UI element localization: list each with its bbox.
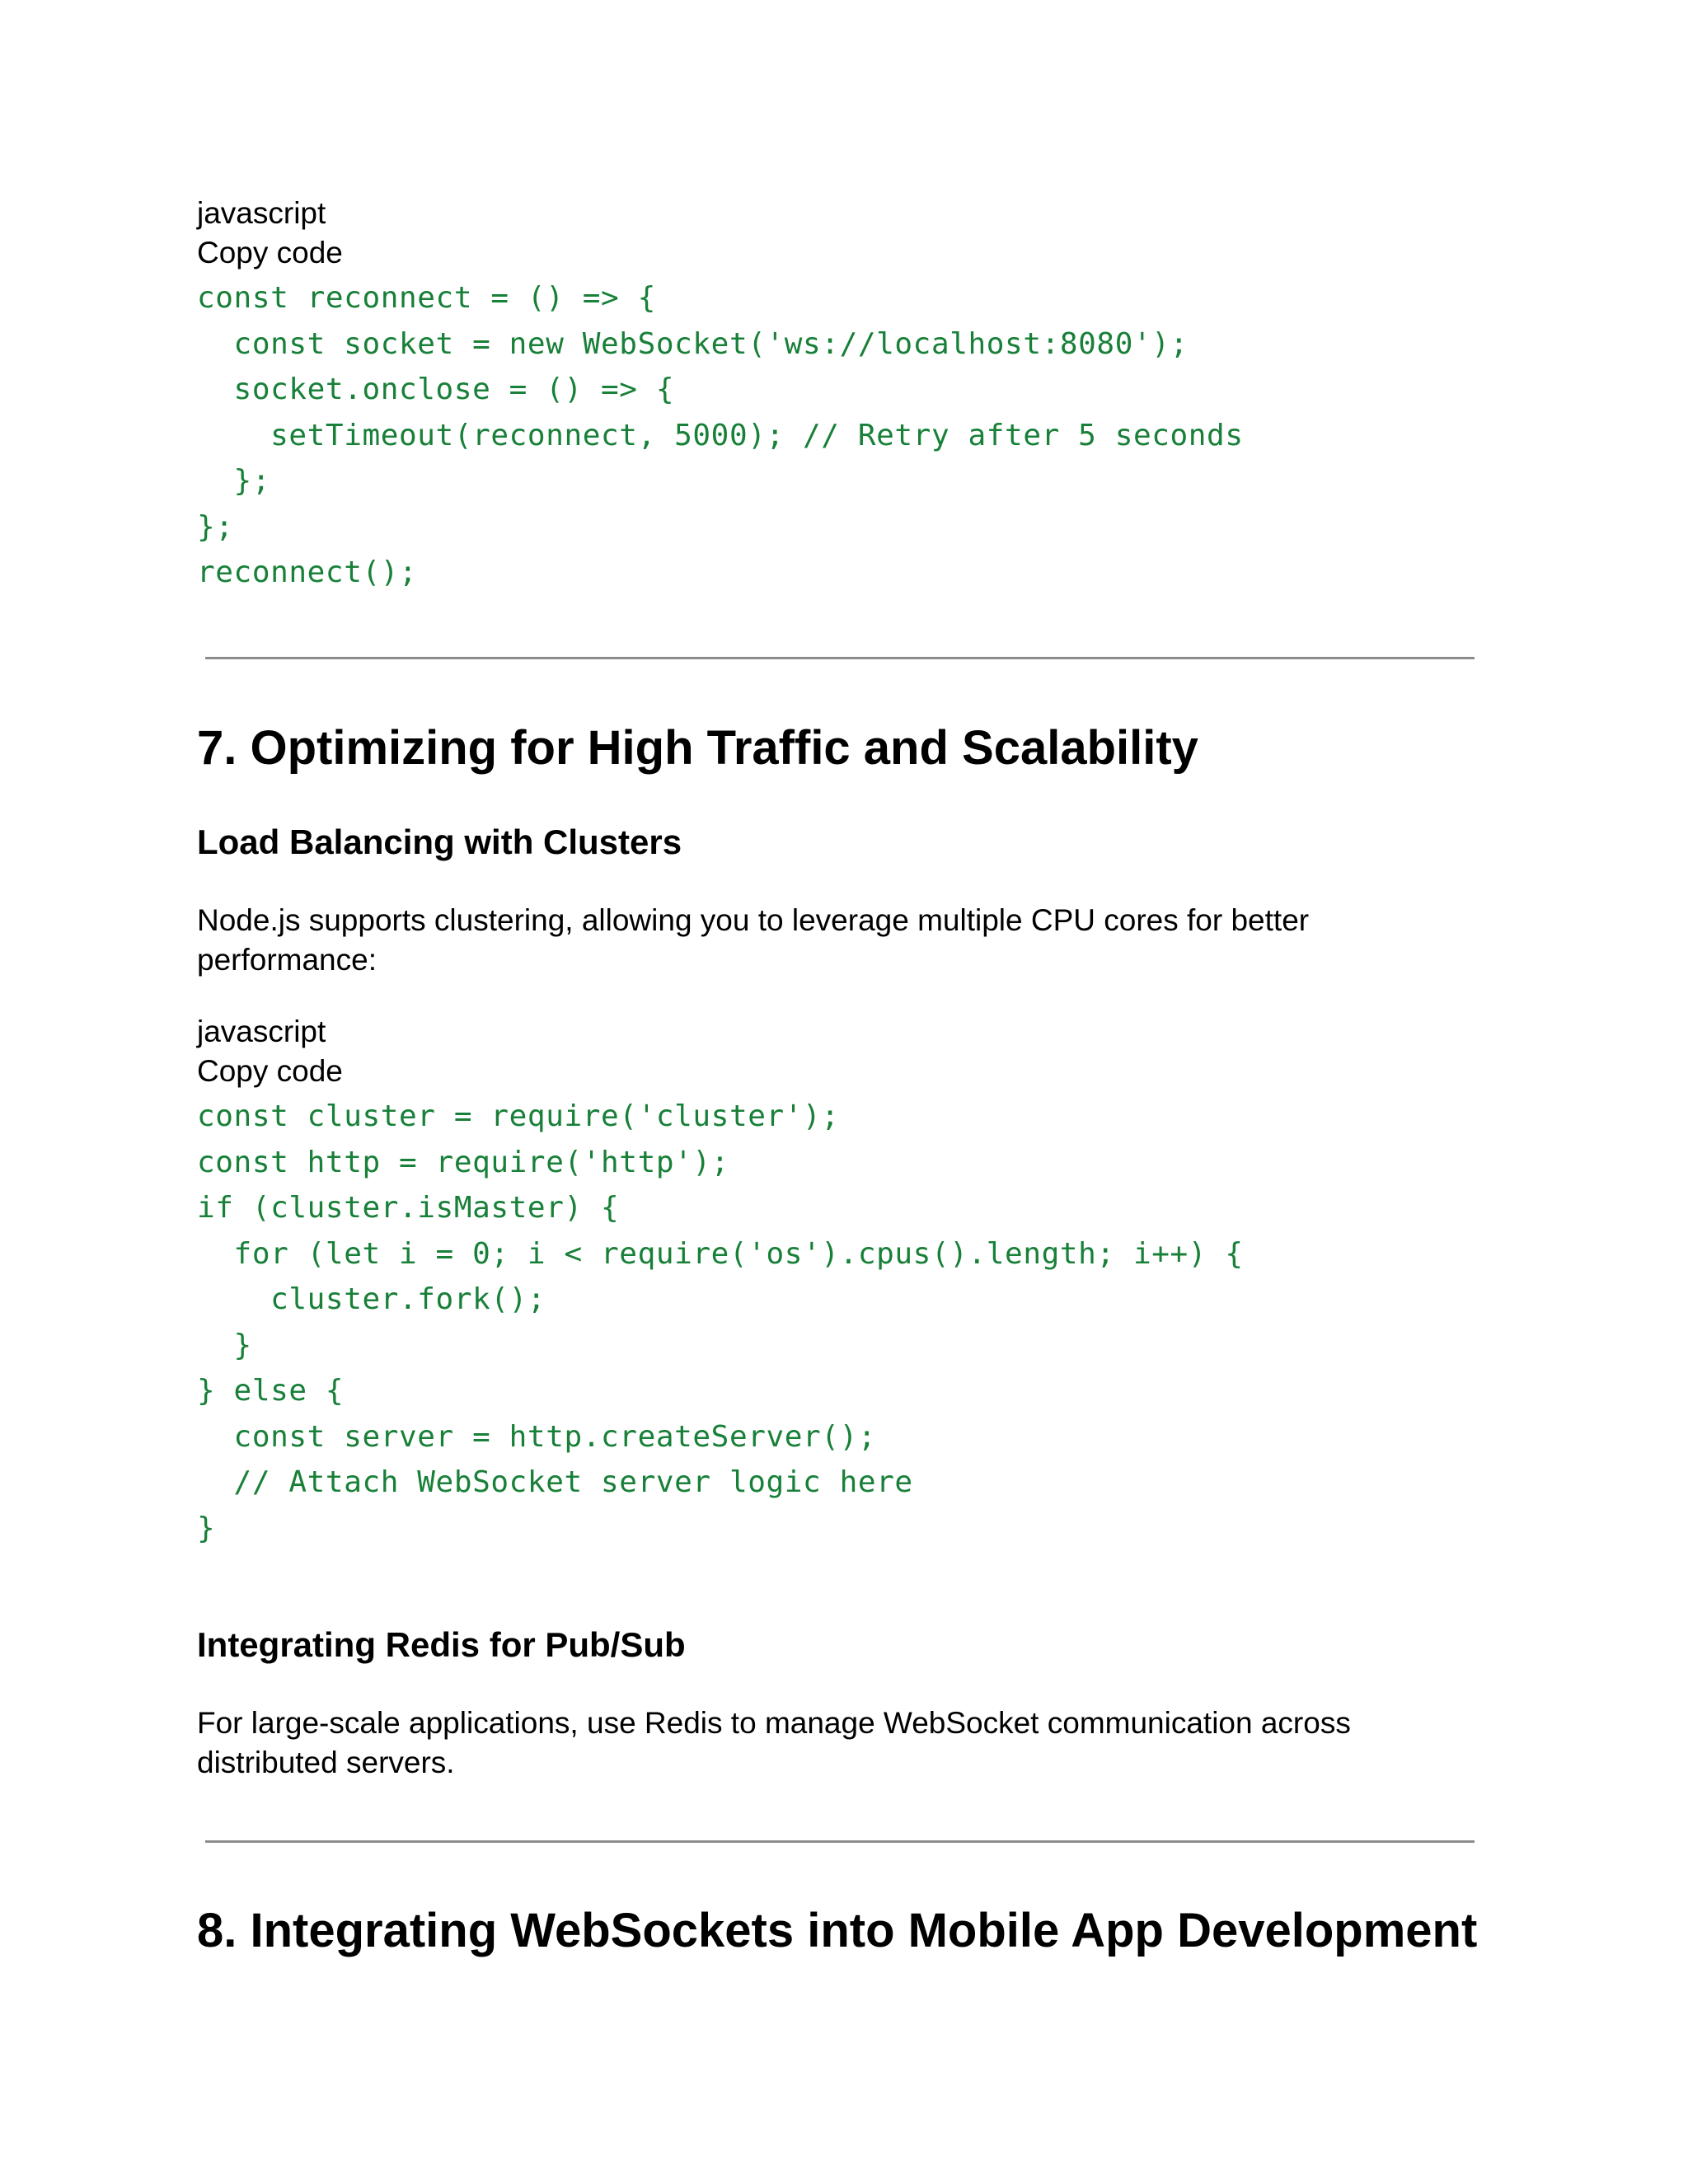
- section-divider: [205, 1840, 1475, 1843]
- section-heading-7: 7. Optimizing for High Traffic and Scalability: [197, 721, 1198, 775]
- section-divider: [205, 657, 1475, 659]
- code-language-label: javascript: [197, 196, 326, 230]
- copy-code-button[interactable]: Copy code: [197, 236, 343, 269]
- subheading-redis: Integrating Redis for Pub/Sub: [197, 1625, 686, 1664]
- code-block-cluster: const cluster = require('cluster'); const http = require('http'); if (cluster.isMaster) { for (let i = 0; i < require('os').cpus().length; i++) { cluster.fork(); } } else { const server = http.createServer(); // Attach WebSocket server logic here }: [197, 1099, 1244, 1545]
- paragraph-clustering: Node.js supports clustering, allowing you to leverage multiple CPU cores for better performance:: [197, 903, 1310, 977]
- paragraph-redis: For large-scale applications, use Redis to manage WebSocket communication across distributed servers.: [197, 1706, 1351, 1779]
- subheading-load-balancing: Load Balancing with Clusters: [197, 823, 682, 861]
- copy-code-button[interactable]: Copy code: [197, 1054, 343, 1088]
- section-heading-8: 8. Integrating WebSockets into Mobile App Development: [197, 1904, 1478, 1957]
- code-block-reconnect: const reconnect = () => { const socket = new WebSocket('ws://localhost:8080'); socket.onclose = () => { setTimeout(reconnect, 5000); // Retry after 5 seconds }; }; reconnect();: [197, 281, 1244, 589]
- code-language-label: javascript: [197, 1015, 326, 1048]
